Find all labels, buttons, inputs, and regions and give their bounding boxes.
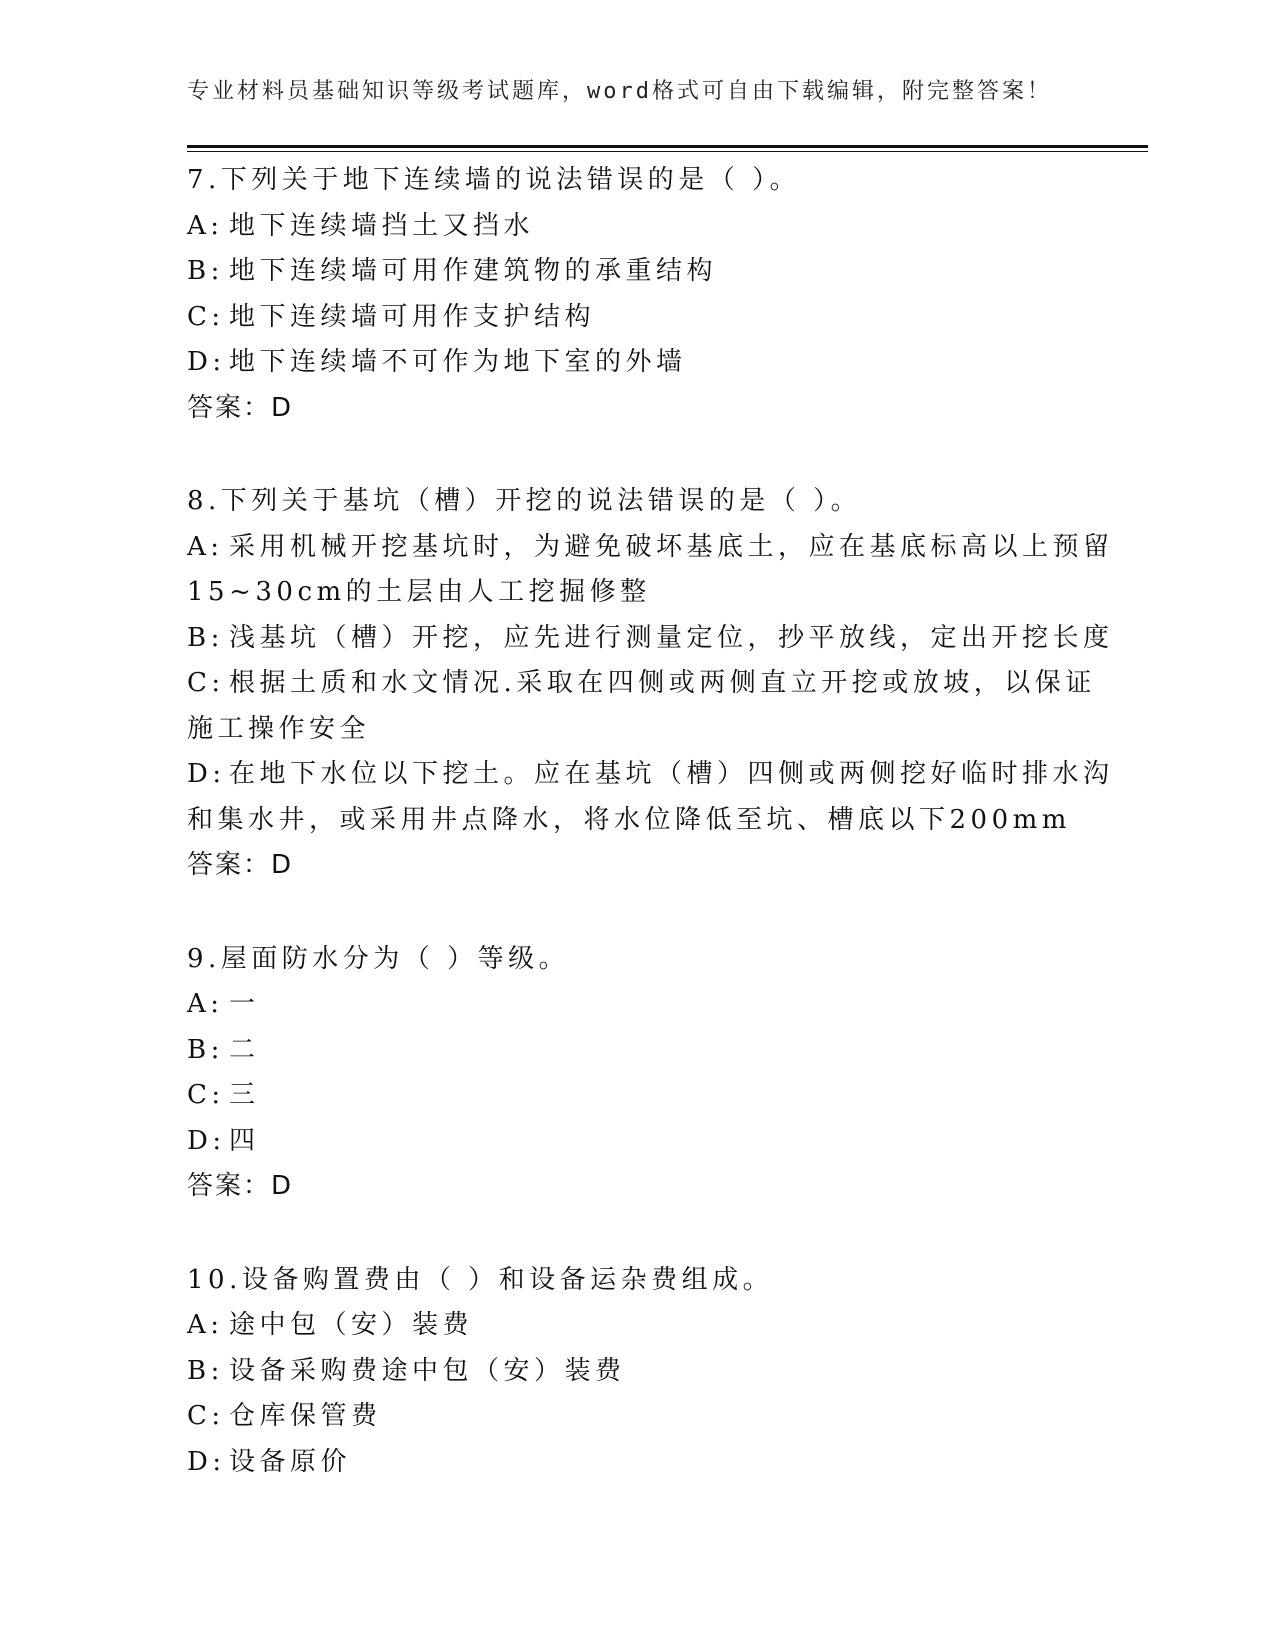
header-rule-thin [187,151,1148,152]
option-row [187,204,1087,250]
option-row [187,1119,1087,1165]
question-stem: 7.下列关于地下连续墙的说法错误的是（ ）。 [187,165,801,195]
option-text: 地下连续墙挡土又挡水 [229,210,535,241]
option-label: B: [187,622,224,653]
option-text-continued: 和集水井，或采用井点降水，将水位降低至坑、槽底以下200mm [187,804,1071,835]
option-label: D: [187,759,226,789]
option-row [187,295,1087,341]
option-text: 二 [229,1034,260,1065]
option-label: B: [187,1034,224,1065]
option-text: 地下连续墙可用作支护结构 [229,301,596,332]
answer-line: 答案：D [187,392,294,423]
option-text: 仓库保管费 [229,1401,382,1431]
option-row [187,1394,1087,1440]
option-row [187,525,1114,571]
option-label: B: [187,256,224,286]
option-label: A: [187,210,224,241]
answer-line: 答案：D [187,850,294,880]
option-label: D: [187,347,226,377]
option-text: 地下连续墙不可作为地下室的外墙 [229,347,687,377]
option-text: 设备采购费途中包（安）装费 [229,1355,626,1386]
question-block [187,158,1087,431]
option-label: C: [187,1080,225,1110]
option-label: C: [187,1401,225,1431]
question-stem: 10.设备购置费由（ ）和设备运杂费组成。 [187,1264,774,1295]
option-label: D: [187,1125,226,1156]
option-text: 设备原价 [229,1446,352,1477]
option-row [187,1349,1087,1395]
option-label: A: [187,989,224,1019]
option-label: C: [187,668,225,698]
option-row [187,1303,1087,1349]
option-row [187,340,1087,386]
option-text: 根据土质和水文情况.采取在四侧或两侧直立开挖或放坡，以保证 [229,668,1096,698]
option-row [187,982,1087,1028]
page-header: 专业材料员基础知识等级考试题库，word格式可自由下载编辑，附完整答案！ [187,79,1052,104]
option-label: A: [187,1310,224,1340]
option-row [187,1440,1087,1486]
question-block [187,1258,1087,1486]
question-block [187,479,1114,889]
option-row [187,1073,1087,1119]
option-row [187,616,1114,662]
option-text: 一 [229,989,260,1019]
answer-line: 答案：D [187,1171,294,1201]
option-text: 采用机械开挖基坑时，为避免破坏基底土，应在基底标高以上预留 [229,531,1114,562]
option-label: A: [187,531,224,562]
option-row [187,661,1096,707]
option-text: 在地下水位以下挖土。应在基坑（槽）四侧或两侧挖好临时排水沟 [229,759,1114,789]
option-label: D: [187,1446,226,1477]
header-rule-thick [187,145,1148,148]
option-text: 浅基坑（槽）开挖，应先进行测量定位，抄平放线，定出开挖长度 [229,622,1114,653]
option-text-continued: 施工操作安全 [187,713,371,744]
question-block [187,937,1087,1210]
option-row [187,752,1114,798]
option-row [187,249,1087,295]
option-label: C: [187,301,225,332]
option-label: B: [187,1355,224,1386]
option-row [187,1028,1087,1074]
option-text: 地下连续墙可用作建筑物的承重结构 [229,256,718,286]
option-text: 途中包（安）装费 [229,1310,474,1340]
option-text: 三 [229,1080,260,1110]
question-list [187,158,1114,1533]
option-text: 四 [229,1125,260,1156]
question-stem: 8.下列关于基坑（槽）开挖的说法错误的是（ ）。 [187,486,862,516]
question-stem: 9.屋面防水分为（ ）等级。 [187,943,570,974]
option-text-continued: 15~30cm的土层由人工挖掘修整 [187,577,651,607]
